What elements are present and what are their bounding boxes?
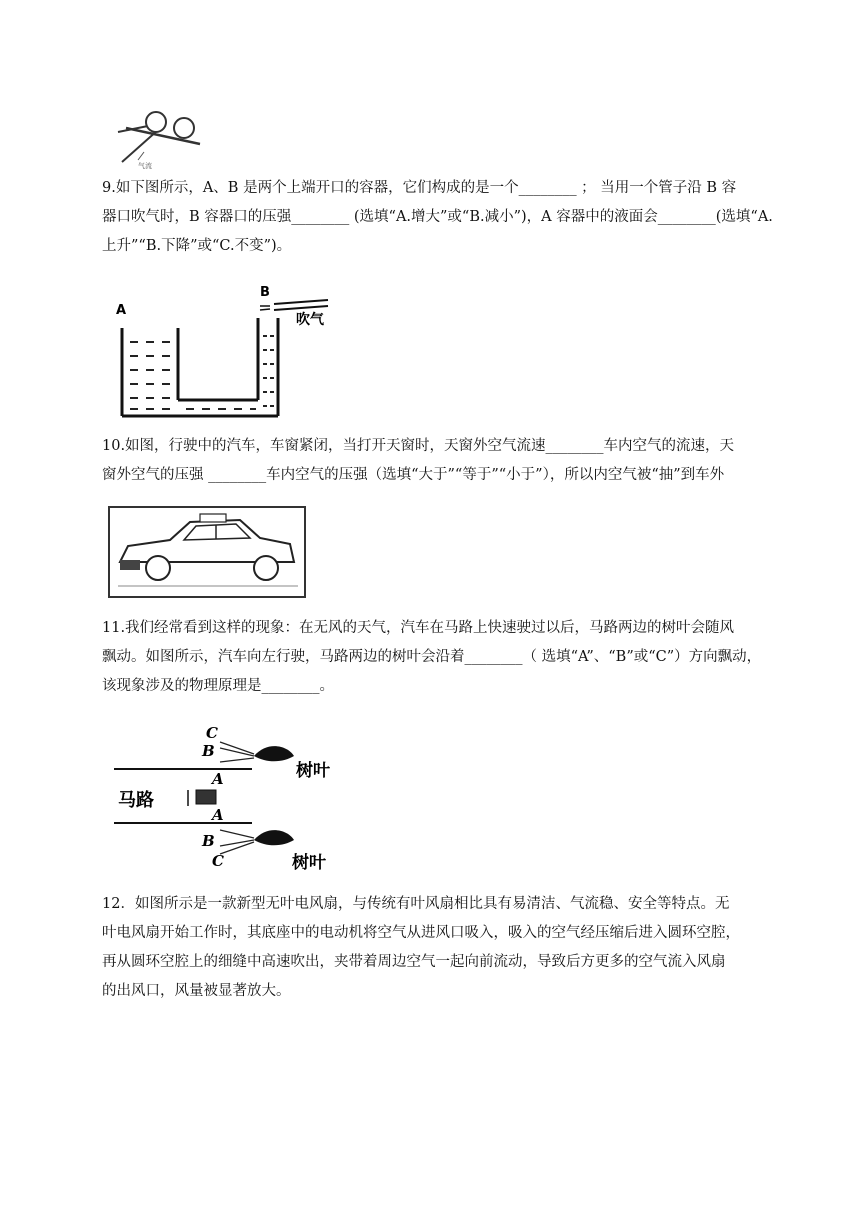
text-line: 10.如图，行驶中的汽车，车窗紧闭，当打开天窗时，天窗外空气流速________车内空气的流速，天 — [102, 438, 735, 454]
text-line: 器口吹气时，B 容器口的压强________ (选填“A.增大”或“B.减小”)，A 容器中的液面会________(选填“A. — [102, 209, 773, 225]
text-line: 叶电风扇开始工作时，其底座中的电动机将空气从进风口吸入，吸入的空气经压缩后进入圆环空腔， — [102, 925, 740, 941]
text-line: 飘动。如图所示，汽车向左行驶，马路两边的树叶会沿着________（ 选填“A”、“B”或“C”）方向飘动， — [102, 649, 762, 665]
text-line: 该现象涉及的物理原理是________。 — [102, 678, 334, 694]
text-line: 窗外空气的压强 ________车内空气的压强（选填“大于”“等于”“小于”），所以内空气被“抽”到车外 — [102, 467, 725, 483]
text-line: 12．如图所示是一款新型无叶电风扇，与传统有叶风扇相比具有易清洁、气流稳、安全等特点。无 — [102, 896, 730, 912]
question-12-text — [102, 890, 758, 1006]
connected-containers-figure — [110, 280, 350, 425]
text-line: 再从圆环空腔上的细缝中高速吹出，夹带着周边空气一起向前流动，导致后方更多的空气流入风扇 — [102, 954, 726, 970]
label-b: B — [260, 285, 270, 300]
car-sunroof-figure — [108, 506, 306, 598]
question-10-text — [102, 432, 758, 490]
label-a-bottom: A — [212, 806, 224, 824]
text-line: 11.我们经常看到这样的现象：在无风的天气，汽车在马路上快速驶过以后，马路两边的树叶会随风 — [102, 620, 735, 636]
question-9-text — [102, 174, 773, 261]
text-line: 的出风口，风量被显著放大。 — [102, 983, 291, 999]
label-leaf-bottom: 树叶 — [292, 853, 326, 873]
label-c-bottom: C — [212, 852, 224, 870]
label-leaf-top: 树叶 — [296, 761, 330, 781]
label-blow: 吹气 — [296, 312, 324, 328]
pipe-balls-figure — [108, 100, 208, 170]
label-a: A — [116, 303, 127, 318]
text-line: 9.如下图所示，A、B 是两个上端开口的容器，它们构成的是一个________ ； 当用一个管子沿 B 容 — [102, 180, 737, 196]
label-a-top: A — [212, 770, 224, 788]
label-c-top: C — [206, 724, 218, 742]
svg-text:气流: 气流 — [138, 162, 152, 170]
label-road: 马路 — [118, 790, 154, 811]
question-11-text — [102, 614, 762, 701]
road-leaves-figure — [108, 718, 368, 886]
text-line: 上升”“B.下降”或“C.不变”)。 — [102, 238, 292, 254]
label-b-bottom: B — [202, 832, 215, 850]
label-b-top: B — [202, 742, 215, 760]
